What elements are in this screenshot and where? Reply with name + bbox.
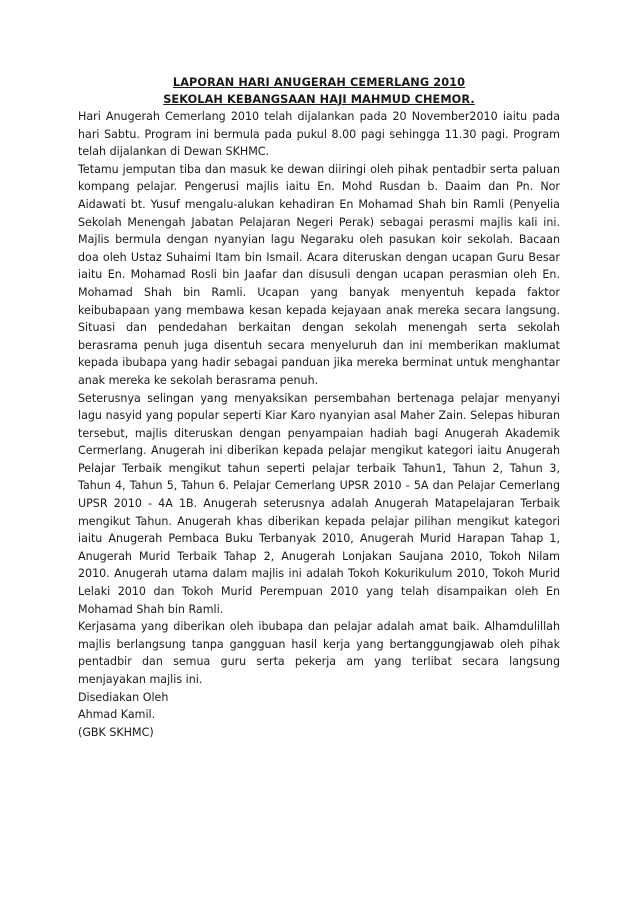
paragraph-ceremony: Tetamu jemputan tiba dan masuk ke dewan diiringi oleh pihak pentadbir serta paluan kompang pelajar. Pengerusi majlis iaitu En. Mohd Rusdan b. Daaim dan Pn. Nor Aidawati bt. Yusuf mengalu-alukan kehadiran En Mohamad Shah bin Ramli (Penyelia Sekolah Menengah Jabatan Pelajaran Negeri Perak) sebagai perasmi majlis kali ini. Majlis bermula dengan nyanyian lagu Negaraku oleh pasukan koir sekolah. Bacaan doa oleh Ustaz Suhaimi Itam bin Ismail. Acara diteruskan dengan ucapan Guru Besar iaitu En. Mohamad Rosli bin Jaafar dan disusuli dengan ucapan perasmian oleh En. Mohamad Shah bin Ramli. Ucapan yang banyak menyentuh kepada faktor keibubapaan yang membawa kesan kepada kejayaan anak mereka secara langsung. Situasi dan pendedahan berkaitan dengan sekolah menengah serta sekolah berasrama penuh juga disentuh secara menyeluruh dan ini memberikan maklumat kepada ibubapa yang hadir sebagai panduan jika mereka berminat untuk menghantar anak mereka ke sekolah berasrama penuh. [78, 162, 560, 387]
paragraph-event-details: Hari Anugerah Cemerlang 2010 telah dijalankan pada 20 November2010 iaitu pada hari Sabtu. Program ini bermula pada pukul 8.00 pagi sehingga 11.30 pagi. Program telah dijalankan di Dewan SKHMC. [78, 110, 560, 159]
paragraph-awards: Seterusnya selingan yang menyaksikan persembahan bertenaga pelajar menyanyi lagu nasyid yang popular seperti Kiar Karo nyanyian asal Maher Zain. Selepas hiburan tersebut, majlis diteruskan dengan penyampaian hadiah bagi Anugerah Akademik Cermerlang. Anugerah ini diberikan kepada pelajar mengikut kategori iaitu Anugerah Pelajar Terbaik mengikut tahun seperti pelajar terbaik Tahun1, Tahun 2, Tahun 3, Tahun 4, Tahun 5, Tahun 6. Pelajar Cemerlang UPSR 2010 - 5A dan Pelajar Cemerlang UPSR 2010 - 4A 1B. Anugerah seterusnya adalah Anugerah Matapelajaran Terbaik mengikut Tahun. Anugerah khas diberikan kepada pelajar pilihan mengikut kategori iaitu Anugerah Pembaca Buku Terbanyak 2010, Anugerah Murid Harapan Tahap 1, Anugerah Murid Terbaik Tahap 2, Anugerah Lonjakan Saujana 2010, Tokoh Nilam 2010. Anugerah utama dalam majlis ini adalah Tokoh Kokurikulum 2010, Tokoh Murid Lelaki 2010 dan Tokoh Murid Perempuan 2010 yang telah disampaikan oleh En Mohamad Shah bin Ramli. [78, 391, 560, 616]
prepared-by-label: Disediakan Oleh [78, 690, 169, 704]
school-name-title: SEKOLAH KEBANGSAAN HAJI MAHMUD CHEMOR. [163, 93, 475, 106]
author-name: Ahmad Kamil. [78, 708, 156, 722]
report-title: LAPORAN HARI ANUGERAH CEMERLANG 2010 [172, 76, 466, 89]
paragraph-closing: Kerjasama yang diberikan oleh ibubapa dan pelajar adalah amat baik. Alhamdulillah majlis berlangsung tanpa gangguan hasil kerja yang bertanggungjawab oleh pihak pentadbir dan semua guru serta pekerja am yang terlibat secara langsung menjayakan majlis ini. [78, 620, 560, 686]
document-page [78, 74, 560, 741]
author-position: (GBK SKHMC) [78, 725, 154, 739]
